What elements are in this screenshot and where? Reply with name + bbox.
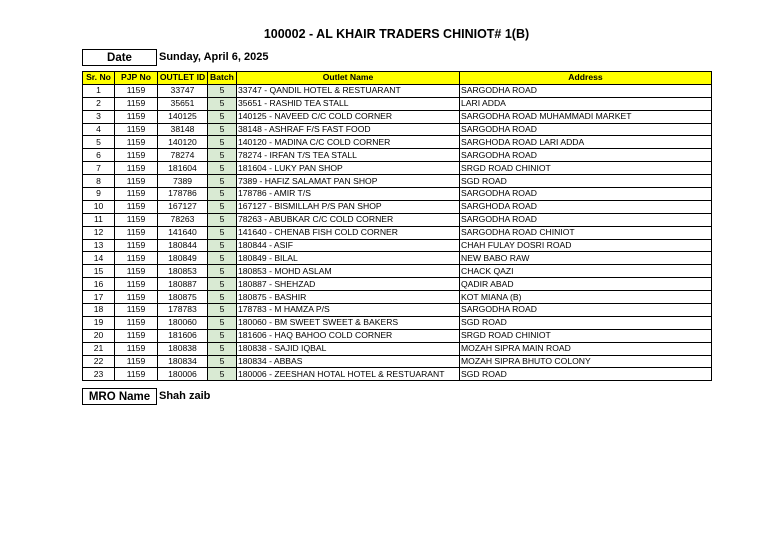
outlet-name-cell: 33747 - QANDIL HOTEL & RESTUARANT <box>237 84 460 97</box>
table-row <box>83 175 712 188</box>
batch-cell: 5 <box>208 162 237 175</box>
sr-no-cell: 22 <box>83 355 115 368</box>
table-row <box>83 188 712 201</box>
address-cell: QADIR ABAD <box>460 278 712 291</box>
pjp-no-cell: 1159 <box>115 123 158 136</box>
date-label: Date <box>82 49 157 66</box>
address-cell: SRGD ROAD CHINIOT <box>460 329 712 342</box>
batch-cell: 5 <box>208 316 237 329</box>
table-header-row <box>83 72 712 85</box>
batch-cell: 5 <box>208 252 237 265</box>
outlet-id-cell: 180834 <box>158 355 208 368</box>
outlet-name-cell: 78274 - IRFAN T/S TEA STALL <box>237 149 460 162</box>
pjp-no-cell: 1159 <box>115 342 158 355</box>
batch-cell: 5 <box>208 291 237 304</box>
outlet-name-cell: 167127 - BISMILLAH P/S PAN SHOP <box>237 200 460 213</box>
sr-no-cell: 8 <box>83 175 115 188</box>
sr-no-cell: 20 <box>83 329 115 342</box>
table-row <box>83 252 712 265</box>
batch-cell: 5 <box>208 136 237 149</box>
table-row <box>83 84 712 97</box>
outlet-id-cell: 78263 <box>158 213 208 226</box>
batch-cell: 5 <box>208 110 237 123</box>
outlet-name-cell: 180849 - BILAL <box>237 252 460 265</box>
outlet-id-cell: 38148 <box>158 123 208 136</box>
report-title: 100002 - AL KHAIR TRADERS CHINIOT# 1(B) <box>263 27 530 41</box>
outlet-name-cell: 7389 - HAFIZ SALAMAT PAN SHOP <box>237 175 460 188</box>
address-cell: SARGHODA ROAD LARI ADDA <box>460 136 712 149</box>
header-pjp-no: PJP No <box>115 72 158 85</box>
address-cell: MOZAH SIPRA MAIN ROAD <box>460 342 712 355</box>
sr-no-cell: 5 <box>83 136 115 149</box>
outlet-name-cell: 35651 - RASHID TEA STALL <box>237 97 460 110</box>
outlet-name-cell: 78263 - ABUBKAR C/C COLD CORNER <box>237 213 460 226</box>
batch-cell: 5 <box>208 213 237 226</box>
batch-cell: 5 <box>208 342 237 355</box>
header-address: Address <box>460 72 712 85</box>
sr-no-cell: 11 <box>83 213 115 226</box>
address-cell: KOT MIANA (B) <box>460 291 712 304</box>
address-cell: SARGODHA ROAD CHINIOT <box>460 226 712 239</box>
outlet-id-cell: 7389 <box>158 175 208 188</box>
header-outlet-name: Outlet Name <box>237 72 460 85</box>
outlet-id-cell: 35651 <box>158 97 208 110</box>
table-row <box>83 213 712 226</box>
pjp-no-cell: 1159 <box>115 162 158 175</box>
address-cell: SGD ROAD <box>460 316 712 329</box>
address-cell: SARGODHA ROAD <box>460 84 712 97</box>
mro-value: Shah zaib <box>159 390 211 402</box>
address-cell: SGD ROAD <box>460 368 712 381</box>
outlet-id-cell: 180006 <box>158 368 208 381</box>
outlet-id-cell: 167127 <box>158 200 208 213</box>
pjp-no-cell: 1159 <box>115 252 158 265</box>
outlet-id-cell: 141640 <box>158 226 208 239</box>
table-row <box>83 162 712 175</box>
table-row <box>83 97 712 110</box>
outlet-id-cell: 140125 <box>158 110 208 123</box>
address-cell: CHAH FULAY DOSRI ROAD <box>460 239 712 252</box>
sr-no-cell: 23 <box>83 368 115 381</box>
pjp-no-cell: 1159 <box>115 316 158 329</box>
sr-no-cell: 19 <box>83 316 115 329</box>
outlet-id-cell: 180849 <box>158 252 208 265</box>
sr-no-cell: 18 <box>83 304 115 317</box>
address-cell: SARGODHA ROAD <box>460 149 712 162</box>
batch-cell: 5 <box>208 304 237 317</box>
outlet-id-cell: 180060 <box>158 316 208 329</box>
table-row <box>83 123 712 136</box>
sr-no-cell: 10 <box>83 200 115 213</box>
header-outlet-id: OUTLET ID <box>158 72 208 85</box>
outlet-name-cell: 181606 - HAQ BAHOO COLD CORNER <box>237 329 460 342</box>
batch-cell: 5 <box>208 149 237 162</box>
table-row <box>83 278 712 291</box>
table-row <box>83 291 712 304</box>
outlet-name-cell: 180006 - ZEESHAN HOTAL HOTEL & RESTUARANT <box>237 368 460 381</box>
sr-no-cell: 3 <box>83 110 115 123</box>
outlet-id-cell: 178783 <box>158 304 208 317</box>
table-row <box>83 342 712 355</box>
outlet-name-cell: 180834 - ABBAS <box>237 355 460 368</box>
batch-cell: 5 <box>208 188 237 201</box>
outlet-name-cell: 178786 - AMIR T/S <box>237 188 460 201</box>
outlet-id-cell: 181604 <box>158 162 208 175</box>
table-row <box>83 136 712 149</box>
sr-no-cell: 16 <box>83 278 115 291</box>
outlet-id-cell: 180838 <box>158 342 208 355</box>
batch-cell: 5 <box>208 368 237 381</box>
batch-cell: 5 <box>208 97 237 110</box>
table-row <box>83 304 712 317</box>
date-value: Sunday, April 6, 2025 <box>159 51 269 63</box>
table-row <box>83 110 712 123</box>
pjp-no-cell: 1159 <box>115 110 158 123</box>
sr-no-cell: 4 <box>83 123 115 136</box>
sr-no-cell: 2 <box>83 97 115 110</box>
sr-no-cell: 6 <box>83 149 115 162</box>
address-cell: SGD ROAD <box>460 175 712 188</box>
outlet-name-cell: 140120 - MADINA C/C COLD CORNER <box>237 136 460 149</box>
table-row <box>83 329 712 342</box>
table-row <box>83 316 712 329</box>
outlet-id-cell: 181606 <box>158 329 208 342</box>
table-row <box>83 200 712 213</box>
batch-cell: 5 <box>208 175 237 188</box>
pjp-no-cell: 1159 <box>115 136 158 149</box>
address-cell: LARI ADDA <box>460 97 712 110</box>
pjp-no-cell: 1159 <box>115 84 158 97</box>
address-cell: MOZAH SIPRA BHUTO COLONY <box>460 355 712 368</box>
outlet-id-cell: 178786 <box>158 188 208 201</box>
outlet-id-cell: 180887 <box>158 278 208 291</box>
outlet-id-cell: 180853 <box>158 265 208 278</box>
table-row <box>83 368 712 381</box>
batch-cell: 5 <box>208 84 237 97</box>
sr-no-cell: 21 <box>83 342 115 355</box>
batch-cell: 5 <box>208 200 237 213</box>
pjp-no-cell: 1159 <box>115 265 158 278</box>
outlet-name-cell: 141640 - CHENAB FISH COLD CORNER <box>237 226 460 239</box>
table-row <box>83 355 712 368</box>
pjp-no-cell: 1159 <box>115 304 158 317</box>
pjp-no-cell: 1159 <box>115 278 158 291</box>
outlet-name-cell: 140125 - NAVEED C/C COLD CORNER <box>237 110 460 123</box>
header-batch: Batch <box>208 72 237 85</box>
table-row <box>83 226 712 239</box>
outlet-id-cell: 140120 <box>158 136 208 149</box>
pjp-no-cell: 1159 <box>115 329 158 342</box>
sr-no-cell: 9 <box>83 188 115 201</box>
table-row <box>83 265 712 278</box>
pjp-no-cell: 1159 <box>115 149 158 162</box>
pjp-no-cell: 1159 <box>115 188 158 201</box>
address-cell: SARGODHA ROAD MUHAMMADI MARKET <box>460 110 712 123</box>
address-cell: NEW BABO RAW <box>460 252 712 265</box>
sr-no-cell: 12 <box>83 226 115 239</box>
address-cell: SARGODHA ROAD <box>460 304 712 317</box>
pjp-no-cell: 1159 <box>115 355 158 368</box>
pjp-no-cell: 1159 <box>115 213 158 226</box>
outlet-name-cell: 181604 - LUKY PAN SHOP <box>237 162 460 175</box>
sr-no-cell: 15 <box>83 265 115 278</box>
outlet-name-cell: 178783 - M HAMZA P/S <box>237 304 460 317</box>
batch-cell: 5 <box>208 226 237 239</box>
batch-cell: 5 <box>208 278 237 291</box>
header-sr-no: Sr. No <box>83 72 115 85</box>
address-cell: SARGODHA ROAD <box>460 213 712 226</box>
pjp-no-cell: 1159 <box>115 239 158 252</box>
pjp-no-cell: 1159 <box>115 291 158 304</box>
outlet-id-cell: 180844 <box>158 239 208 252</box>
address-cell: CHACK QAZI <box>460 265 712 278</box>
address-cell: SRGD ROAD CHINIOT <box>460 162 712 175</box>
batch-cell: 5 <box>208 123 237 136</box>
outlet-table <box>82 71 712 381</box>
outlet-id-cell: 78274 <box>158 149 208 162</box>
pjp-no-cell: 1159 <box>115 368 158 381</box>
pjp-no-cell: 1159 <box>115 175 158 188</box>
sr-no-cell: 14 <box>83 252 115 265</box>
sr-no-cell: 17 <box>83 291 115 304</box>
outlet-name-cell: 180875 - BASHIR <box>237 291 460 304</box>
outlet-name-cell: 180060 - BM SWEET SWEET & BAKERS <box>237 316 460 329</box>
outlet-name-cell: 180838 - SAJID IQBAL <box>237 342 460 355</box>
batch-cell: 5 <box>208 265 237 278</box>
outlet-id-cell: 180875 <box>158 291 208 304</box>
mro-label: MRO Name <box>82 388 157 405</box>
outlet-name-cell: 38148 - ASHRAF F/S FAST FOOD <box>237 123 460 136</box>
address-cell: SARGODHA ROAD <box>460 188 712 201</box>
batch-cell: 5 <box>208 355 237 368</box>
outlet-name-cell: 180887 - SHEHZAD <box>237 278 460 291</box>
sr-no-cell: 13 <box>83 239 115 252</box>
pjp-no-cell: 1159 <box>115 226 158 239</box>
batch-cell: 5 <box>208 239 237 252</box>
address-cell: SARGODHA ROAD <box>460 123 712 136</box>
address-cell: SARGHODA ROAD <box>460 200 712 213</box>
sr-no-cell: 1 <box>83 84 115 97</box>
outlet-id-cell: 33747 <box>158 84 208 97</box>
sr-no-cell: 7 <box>83 162 115 175</box>
table-row <box>83 239 712 252</box>
pjp-no-cell: 1159 <box>115 97 158 110</box>
batch-cell: 5 <box>208 329 237 342</box>
table-row <box>83 149 712 162</box>
outlet-name-cell: 180844 - ASIF <box>237 239 460 252</box>
outlet-name-cell: 180853 - MOHD ASLAM <box>237 265 460 278</box>
pjp-no-cell: 1159 <box>115 200 158 213</box>
